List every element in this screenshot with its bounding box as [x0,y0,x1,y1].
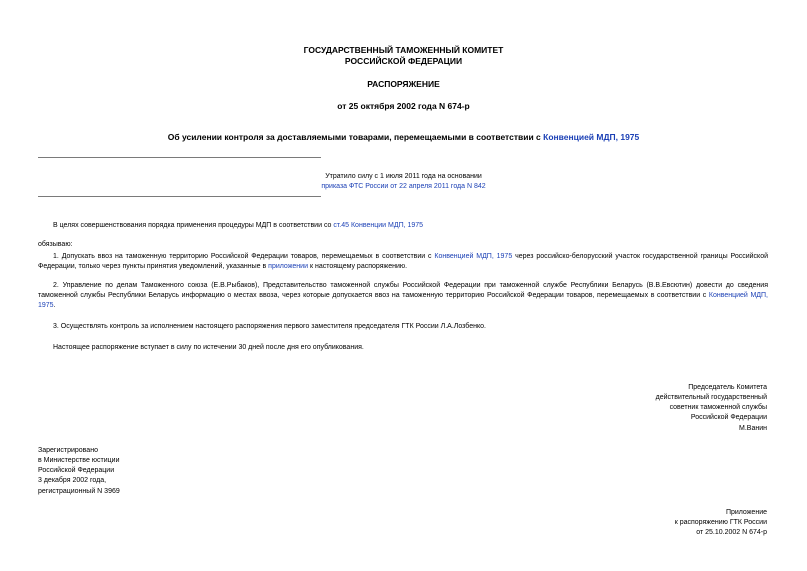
signature-line-4: Российской Федерации [690,414,767,422]
document-title-text: Об усилении контроля за доставляемыми товарами, перемещаемыми в соответствии с [167,132,544,142]
obligate-line: обязываю: [38,241,73,248]
item-2-text-b: . [53,301,56,309]
document-date: от 25 октября 2002 года N 674-р [337,101,470,111]
registration-line-3: Российской Федерации [38,467,115,475]
org-line-2: РОССИЙСКОЙ ФЕДЕРАЦИИ [344,55,463,66]
convention-link-title[interactable]: Конвенцией МДП, 1975 [543,132,640,142]
item-1-text-b: через российско-белорусский участок государственной границы Российской Федерации, только через пункты принятия уведомлений, указанные в [38,253,768,270]
item-1-text-a: 1. Допускать ввоз на таможенную территорию Российской Федерации товаров, перемещаемых в соответствии с [53,253,435,260]
signature-line-3: советник таможенной службы [669,404,767,412]
signature-block [656,383,767,434]
item-1-paragraph [38,252,768,272]
divider-top [38,157,321,158]
signature-line-2: действительный государственный [655,394,767,402]
registration-line-5: регистрационный N 3969 [38,487,120,495]
convention-link-item1[interactable]: Конвенцией МДП, 1975 [434,253,513,260]
issuing-authority [0,45,807,66]
document-type: РАСПОРЯЖЕНИЕ [367,79,440,89]
registration-block [38,446,120,497]
repeal-order-link[interactable]: приказа ФТС России от 22 апреля 2011 года N 842 [321,183,486,191]
divider-bottom [38,196,321,197]
intro-text: В целях совершенствования порядка применения процедуры МДП в соответствии со [53,222,334,229]
status-text: Утратило силу с 1 июля 2011 года на основании [325,173,482,180]
effective-paragraph: Настоящее распоряжение вступает в силу по истечении 30 дней после дня его опубликования. [53,344,364,351]
status-note [0,172,807,192]
appendix-line-3: от 25.10.2002 N 674-р [696,529,767,537]
signature-line-5: М.Ванин [739,424,767,432]
registration-line-4: 3 декабря 2002 года, [38,477,107,485]
intro-paragraph [38,221,768,231]
item-2-text-a: 2. Управление по делам Таможенного союза (Е.В.Рыбаков), Представительство таможенной службы Российской Федерации при таможенной службе Республики Беларусь (В.В.Евсютин) довести до сведения таможенной службы Республики Беларусь информацию о местах ввоза, через которые допускается ввоз на таможенную территорию Российской Федерации товаров, перемещаемых в соответствии с [38,282,768,299]
org-line-1: ГОСУДАРСТВЕННЫЙ ТАМОЖЕННЫЙ КОМИТЕТ [303,45,504,55]
item-1-text-c: к настоящему распоряжению. [308,262,408,270]
registration-line-1: Зарегистрировано [38,447,98,454]
convention-link-item2[interactable]: Конвенцией МДП, 1975 [38,291,768,309]
appendix-line-1: Приложение [725,509,767,516]
item-2-paragraph [38,281,768,310]
item-3-paragraph: 3. Осуществлять контроль за исполнением настоящего распоряжения первого заместителя председателя ГТК России Л.А.Лозбенко. [53,323,486,330]
registration-line-2: в Министерстве юстиции [38,457,120,465]
appendix-block [675,508,767,538]
article-45-link[interactable]: ст.45 Конвенции МДП, 1975 [333,222,424,229]
appendix-line-2: к распоряжению ГТК России [674,519,767,527]
appendix-link[interactable]: приложении [268,262,308,270]
document-title [0,132,807,143]
signature-line-1: Председатель Комитета [688,384,767,391]
